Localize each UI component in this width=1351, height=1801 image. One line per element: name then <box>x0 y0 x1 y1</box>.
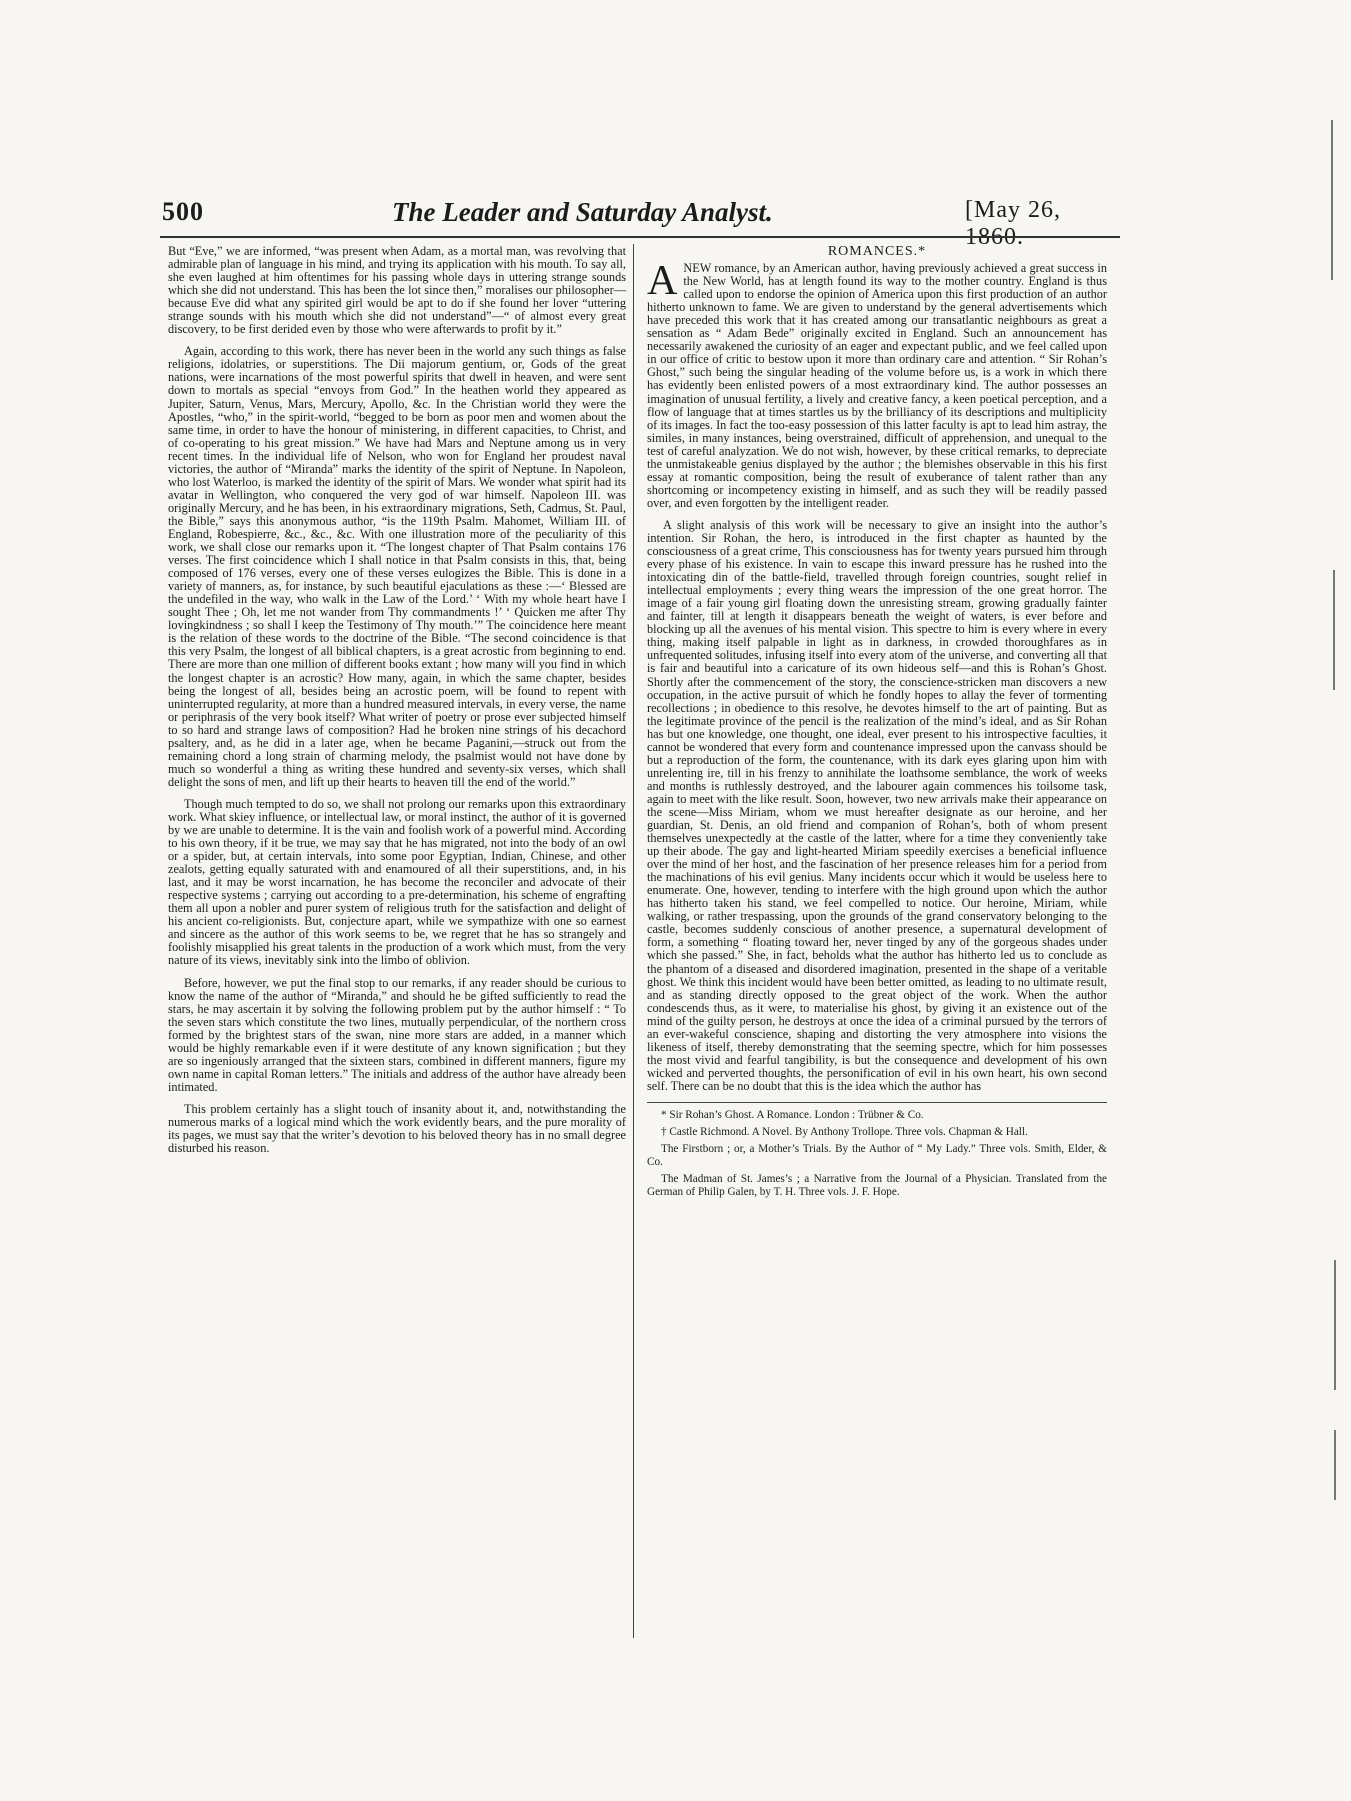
right-paragraph-1 <box>647 258 1107 510</box>
binding-mark <box>1334 1260 1336 1390</box>
footnote-1: * Sir Rohan’s Ghost. A Romance. London : Trübner & Co. <box>661 1109 924 1121</box>
header-rule <box>160 236 1120 238</box>
binding-mark <box>1331 120 1333 280</box>
left-paragraph-3: Though much tempted to do so, we shall not prolong our remarks upon this extraordinary work. What skiey influence, or intellectual law, or moral instinct, the author of it is governed by we are unable to determine. It is the vain and foolish work of a powerful mind. According to his own theory, if it be true, we may say that he has migrated, not into the body of an owl or a spider, but, at certain intervals, into some poor Egyptian, Indian, Chinese, and other zealots, getting equally saturated with and enamoured of all their superstitions, and, in his last, and it may be worst incarnation, he has become the reconciler and advocate of their respective systems ; carrying out according to a pre-determination, his scheme of engrafting them all upon a nobler and purer system of religious truth for the satisfaction and delight of his ancient co-religionists. But, conjecture apart, while we sympathize with one so earnest and sincere as the author of this work seems to be, we regret that he has so strangely and foolishly misapplied his great talents in the production of a work which must, from the very nature of its views, inevitably sink into the limbo of oblivion. <box>168 796 626 968</box>
right-paragraph-2: A slight analysis of this work will be necessary to give an insight into the author’s intention. Sir Rohan, the hero, is introduced in the first chapter as haunted by the consciousness of a great crime, This consciousness has for twenty years pursued him through every phase of his existence. In vain to escape this inward pressure has he rushed into the intoxicating din of the battle-field, travelled through foreign countries, sought relief in intellectual employments ; every thing wears the impression of the one great horror. The image of a fair young girl floating down the unresisting stream, growing gradually fainter and fainter, till at length it disappears beneath the weight of waters, is ever before and blocking up all the avenues of his mental vision. This spectre to him is every where in every thing, making itself palpable in light as in darkness, in crowded thoroughfares as in unfrequented solitudes, infusing itself into every atom of the universe, and converting all that is fair and beautiful into a caricature of its own hideous self—and this is Rohan’s Ghost. Shortly after the commencement of the story, the conscience-stricken man discovers a new occupation, in the active pursuit of which he fondly hopes to allay the fever of tormenting recollections ; in obedience to this resolve, he devotes himself to the art of painting. But as the legitimate province of the pencil is the realization of the mind’s ideal, and as Sir Rohan has but one knowledge, one thought, one ideal, ever present to his introspective faculties, it cannot be wondered that every form and countenance impressed upon the canvass should be but a reproduction of the form, the countenance, with its dark eyes glaring upon him with unrelenting ire, till in his frenzy to annihilate the loathsome semblance, the work of weeks and months is ruthlessly destroyed, and the labourer again commences his toilsome task, again to meet with the like result. Soon, however, two new arrivals make their appearance on the scene—Miss Miriam, whom we must hereafter designate as our heroine, and her guardian, St. Denis, an old friend and companion of Rohan’s, both of whom present themselves unexpectedly at the castle of the latter, where for a time they conveniently take up their abode. The gay and light-hearted Miriam speedily exercises a beneficial influence over the mind of her host, and the fascination of her presence releases him for a period from the machinations of his evil genius. Many incidents occur which it would be useless here to enumerate. One, however, tending to interfere with the high ground upon which the author has hitherto taken his stand, we feel compelled to notice. Our heroine, Miriam, while walking, or rather trespassing, upon the grounds of the grand conservatory belonging to the castle, becomes suddenly conscious of another presence, a supernatural development of form, a something “ floating toward her, never tinged by any of the gorgeous shades under which she passed.” She, in fact, beholds what the author has hitherto led us to conclude as the phantom of a diseased and disordered imagination, presented in the shape of a veritable ghost. We think this incident would have been better omitted, as leading to no ultimate result, and as standing directly opposed to the great object of the work. When the author condescends thus, as it were, to materialise his ghost, by giving it an existence out of the mind of the guilty person, he destroys at once the idea of a criminal pursued by the terrors of an ever-wakeful conscience, shaping and distorting the very atmosphere into visions the likeness of itself, thereby demonstrating that the seeming spectre, which for him possesses the most vivid and fearful tangibility, is but the consequence and development of his own wicked and perverted thoughts, the personification of evil in his own heart, his own second self. There can be no doubt that this is the idea which the author has <box>647 517 1107 1093</box>
left-column <box>168 245 626 1164</box>
drop-cap: A <box>647 258 678 305</box>
page-number: 500 <box>162 197 204 226</box>
left-paragraph-1: But “Eve,” we are informed, “was present when Adam, as a mortal man, was revolving that admirable plan of language in his mind, and trying its application with his mouth. To say all, she even laughed at him oftentimes for his passing whole days in uttering strange sounds which she did not understand. This has been the lot since then,” moralises our philosopher—because Eve did what any spirited girl would be apt to do if she found her lover “uttering strange sounds with his mouth which she did not understand”—“ of almost every great discovery, to be first derided even by those who were afterwards to profit by it.” <box>168 244 626 337</box>
masthead <box>162 197 1122 250</box>
section-heading: ROMANCES.* <box>827 244 927 259</box>
column-divider <box>633 244 634 1638</box>
right-paragraph-1-text: NEW romance, by an American author, having previously achieved a great success in the New World, has at length found its way to the mother country. England is thus called upon to endorse the opinion of America upon this first production of an author hitherto unknown to fame. We are given to understand by the general advertisements which have preceded this work that it has created among our transatlantic neighbours as great a sensation as “ Adam Bede” originally excited in England. Such an announcement has necessarily awakened the curiosity of an eager and expectant public, and we feel called upon in our office of critic to bestow upon it more than ordinary care and attention. “ Sir Rohan’s Ghost,” such being the singular heading of the volume before us, is a work in which there has evidently been enlisted powers of a most extraordinary kind. The author possesses an imagination of unusual fertility, a lively and creative fancy, a keen poetical perception, and a flow of language that at times startles us by the brilliancy of its descriptions and multiplicity of its images. In fact the too-easy possession of this latter faculty is apt to lead him astray, the similes, in many instances, being overstrained, difficult of apprehension, and unequal to the test of careful analyzation. We do not wish, however, by these critical remarks, to depreciate the unmistakeable genius displayed by the author ; the blemishes observable in this his first essay at romantic composition, being the result of exuberance of talent rather than any shortcoming or incompetency existing in himself, and as such they will be readily passed over, and even forgotten by the intelligent reader. <box>647 261 1107 510</box>
binding-mark <box>1334 1430 1336 1500</box>
footnote-3: The Firstborn ; or, a Mother’s Trials. By the Author of “ My Lady.” Three vols. Smith, Elder, & Co. <box>647 1143 1107 1168</box>
footnotes <box>647 1109 1107 1199</box>
left-paragraph-2: Again, according to this work, there has never been in the world any such things as false religions, idolatries, or superstitions. The Dii majorum gentium, or, Gods of the great nations, were incarnations of the most powerful spirits that dwell in heaven, and were sent down to mortals as special “envoys from God.” In the heathen world they appeared as Jupiter, Saturn, Venus, Mars, Mercury, Apollo, &c. In the Christian world they were the Apostles, “who,” in the spirit-world, “begged to be born as poor men and women about the same time, in order to have the honour of ministering, in different capacities, to Christ, and of co-operating to his great mission.” We have had Mars and Neptune among us in very recent times. In the individual life of Nelson, who won for England her proudest naval victories, the author of “Miranda” marks the identity of the spirit of Neptune. In Napoleon, who lost Waterloo, is marked the identity of the spirit of Mars. We wonder what spirit had its avatar in Wellington, who conquered the very god of war himself. Napoleon III. was originally Mercury, and he has been, in his extraordinary migrations, Seth, Cadmus, St. Paul, the Bible,” says this anonymous author, “is the 119th Psalm. Mahomet, William III. of England, Robespierre, &c., &c., &c. With one illustration more of the peculiarity of this work, we shall close our remarks upon it. “The longest chapter of That Psalm contains 176 verses. The first coincidence which I shall notice in that Psalm consists in this, that, being composed of 176 verses, every one of these verses eulogizes the Bible. This is done in a variety of manners, as, for instance, by such beautiful ejaculations as these :—‘ Blessed are the undefiled in the way, who walk in the Law of the Lord.’ ‘ With my whole heart have I sought Thee ; Oh, let me not wander from Thy commandments !’ ‘ Quicken me after Thy lovingkindness ; so shall I keep the Testimony of Thy mouth.’” The coincidence here meant is the relation of these words to the doctrine of the Bible. “The second coincidence is that this very Psalm, the longest of all biblical chapters, is a great acrostic from beginning to end. There are more than one million of different books extant ; how many will you find in which the longest chapter is an acrostic? How many, again, in which the same chapter, besides being the longest of all, besides being an acrostic poem, will be found to repent with uninterrupted regularity, at more than a hundred measured intervals, in every verse, the name or periphrasis of the very book itself? What writer of poetry or prose ever subjected himself to so hard and strange laws of composition? Had he broken nine strings of his decachord psaltery, and, as he did in a later age, when he became Paganini,—struck out from the remaining chord a long strain of charming melody, the psalmist would not have done by much so wonderful a thing as writing these hundred and seventy-six verses, which shall delight the sons of men, and lift up their hearts to heaven till the end of the world.” <box>168 344 626 789</box>
right-column <box>647 245 1107 1203</box>
footnote-2: † Castle Richmond. A Novel. By Anthony Trollope. Three vols. Chapman & Hall. <box>661 1126 1028 1138</box>
binding-edge-marks <box>1325 100 1345 1750</box>
left-paragraph-4: Before, however, we put the final stop to our remarks, if any reader should be curious to know the name of the author of “Miranda,” and should he be gifted sufficiently to read the stars, he may ascertain it by solving the following problem put by the author himself : “ To the seven stars which constitute the two lines, mutually perpendicular, of the northern cross formed by the brightest stars of the swan, nine more stars are added, in a manner which would be highly remarkable even if it were destitute of any known signification ; but they are so ingeniously arranged that the sixteen stars, combined in different manners, figure my own name in capital Roman letters.” The initials and address of the author have already been intimated. <box>168 975 626 1094</box>
footnote-4: The Madman of St. James’s ; a Narrative from the Journal of a Physician. Translated from the German of Philip Galen, by T. H. Three vols. J. F. Hope. <box>647 1173 1107 1198</box>
binding-mark <box>1333 570 1335 690</box>
footnote-rule <box>647 1102 1107 1103</box>
newspaper-title: The Leader and Saturday Analyst. <box>392 197 773 227</box>
left-paragraph-5: This problem certainly has a slight touch of insanity about it, and, notwithstanding the numerous marks of a logical mind which the work evidently bears, and the pure morality of its pages, we must say that the writer’s devotion to his beloved theory has in no small degree disturbed his reason. <box>168 1101 626 1156</box>
issue-date: [May 26, 1860. <box>965 197 1061 250</box>
